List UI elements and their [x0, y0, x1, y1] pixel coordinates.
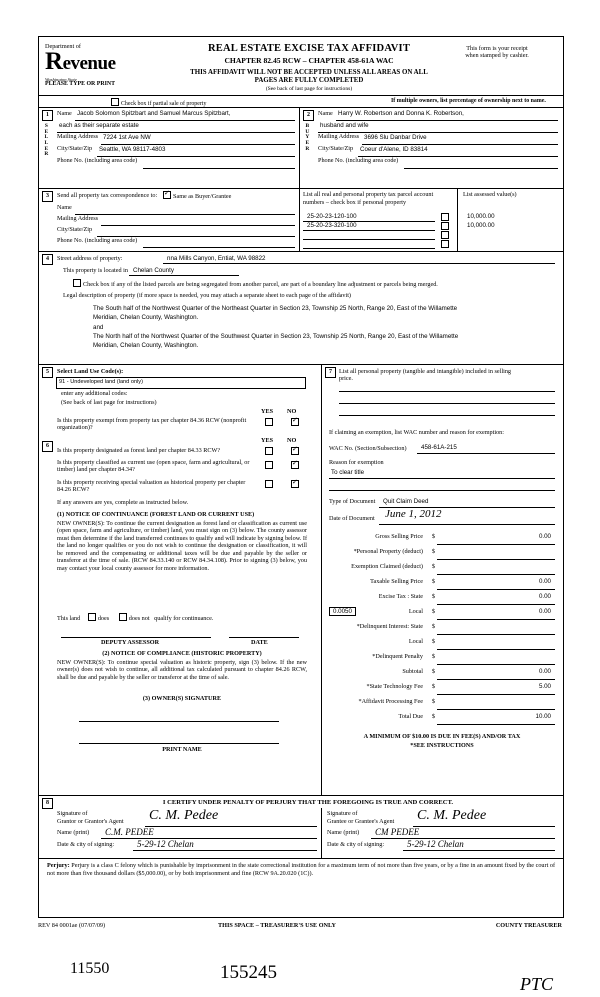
parcel-row-1 — [303, 213, 451, 222]
owner-print-name-rule[interactable] — [79, 743, 279, 744]
grantor-date-city-value[interactable]: 5-29-12 Chelan — [137, 839, 194, 849]
section6-yes-header: YES — [261, 437, 274, 444]
section6-no-header: NO — [287, 437, 297, 444]
current-use-yes-checkbox[interactable] — [265, 461, 273, 469]
revenue-logo — [45, 43, 175, 82]
parcel-personal-checkbox-1[interactable] — [441, 213, 449, 221]
parcel-row-4 — [303, 240, 451, 249]
multiple-owners-note: If multiple owners, list percentage of ownership next to name. — [391, 98, 546, 104]
section3-box-number: 3 — [42, 191, 53, 202]
street-address-rule — [163, 263, 555, 264]
personal-property-deduct-rule — [437, 559, 555, 560]
department-label: Department of — [45, 43, 81, 50]
delinquent-penalty-row — [329, 651, 555, 666]
continuance-qualify-row — [57, 613, 213, 622]
street-address-label: Street address of property: — [57, 255, 123, 262]
receipt-line-2: when stamped by cashier. — [465, 52, 529, 60]
same-as-buyer-label: Same as Buyer/Grantee — [173, 193, 232, 200]
parcel-rule-4 — [303, 248, 435, 249]
parcel-list-header — [303, 191, 453, 207]
reason-rule-2[interactable] — [329, 490, 555, 491]
form-subtitle: CHAPTER 82.45 RCW – CHAPTER 458-61A WAC — [224, 56, 394, 66]
county-treasurer-label: COUNTY TREASURER — [495, 922, 562, 929]
does-qualify-checkbox[interactable] — [88, 613, 96, 621]
exemption-claimed-dollar: $ — [431, 563, 435, 570]
buyer-mailing-label: Mailing Address — [318, 133, 360, 140]
section-567-divider — [321, 365, 322, 795]
section-5-6-7-block — [39, 365, 563, 796]
legal-line-2: Meridian, Chelan County, Washington. — [93, 314, 199, 322]
gross-selling-price-label: Gross Selling Price — [375, 533, 423, 540]
date-of-document-label: Date of Document — [329, 515, 375, 522]
section3-name-label: Name — [57, 204, 72, 211]
reason-for-exemption-label: Reason for exemption — [329, 459, 384, 466]
buyer-phone-rule[interactable] — [404, 168, 558, 169]
section5-no-header: NO — [287, 408, 297, 415]
delinquent-penalty-label: *Delinquent Penalty — [372, 653, 423, 660]
section8-divider — [321, 808, 322, 858]
grantee-date-city-rule — [403, 850, 555, 851]
parcel-rows — [303, 213, 451, 249]
delinquent-interest-state-dollar: $ — [431, 623, 435, 630]
section3-phone-rule[interactable] — [143, 247, 295, 248]
total-due-label: Total Due — [398, 713, 423, 720]
seller-phone-label: Phone No. (including area code) — [57, 157, 138, 164]
perjury-label: Perjury: — [47, 862, 70, 869]
notice-of-continuance-title: (1) NOTICE OF CONTINUANCE (FOREST LAND OR CURRENT USE) — [57, 511, 255, 518]
delinquent-interest-local-row — [329, 636, 555, 651]
taxable-selling-price-value[interactable]: 0.00 — [538, 578, 551, 585]
parcel-number-2[interactable]: 25-20-23-320-100 — [307, 222, 357, 229]
subtotal-dollar: $ — [431, 668, 435, 675]
forest-land-no-checkbox[interactable] — [291, 447, 299, 455]
forest-land-yes-checkbox[interactable] — [265, 447, 273, 455]
total-due-row — [329, 711, 555, 726]
seller-name-row — [57, 110, 295, 121]
section5-see-back: (See back of last page for instructions) — [61, 399, 157, 406]
delinquent-interest-local-rule — [437, 649, 555, 650]
seller-name-label: Name — [57, 110, 72, 117]
state-technology-fee-dollar: $ — [431, 683, 435, 690]
gross-selling-price-value[interactable]: 0.00 — [538, 533, 551, 540]
buyer-citystatezip-row — [318, 145, 558, 157]
notice-of-compliance-title: (2) NOTICE OF COMPLIANCE (HISTORIC PROPERTY) — [102, 650, 262, 657]
buyer-mailing-value[interactable]: 3696 Slu Danbar Drive — [364, 134, 427, 141]
please-type-or-print: PLEASE TYPE OR PRINT — [45, 81, 116, 87]
current-use-no-checkbox[interactable] — [291, 461, 299, 469]
personal-property-intro — [339, 368, 555, 382]
print-name-label: PRINT NAME — [162, 746, 202, 753]
grantor-print-name-rule — [101, 838, 317, 839]
receipt-line-1: This form is your receipt — [466, 45, 528, 52]
taxable-selling-price-rule — [437, 589, 555, 590]
parties-section — [39, 108, 563, 189]
seller-fields — [57, 110, 295, 169]
taxable-selling-price-dollar: $ — [431, 578, 435, 585]
delinquent-interest-state-label: *Delinquent Interest: State — [356, 623, 423, 630]
segregated-group[interactable] — [73, 279, 438, 288]
gross-selling-price-rule — [437, 544, 555, 545]
affidavit-processing-fee-label: *Affidavit Processing Fee — [358, 698, 423, 705]
section-8-certification — [39, 796, 563, 859]
parcel-personal-checkbox-4[interactable] — [441, 240, 449, 248]
buyer-name-value[interactable]: Harry W. Robertson and Donna K. Robertson, — [338, 110, 464, 117]
grantor-print-name-label: Name (print) — [57, 829, 90, 836]
reason-for-exemption-value[interactable]: To clear title — [331, 469, 365, 476]
located-in-label: This property is located in — [63, 267, 128, 274]
section3-phone-row — [57, 237, 295, 248]
land-use-code-title: Select Land Use Code(s): — [57, 368, 124, 375]
grantee-sig-label-1: Signature of — [327, 810, 358, 817]
personal-property-intro-line-2: price. — [339, 375, 353, 383]
date-of-document-value[interactable]: June 1, 2012 — [385, 508, 442, 520]
delinquent-penalty-dollar: $ — [431, 653, 435, 660]
type-of-document-value[interactable]: Quit Claim Deed — [383, 498, 429, 505]
subtotal-label: Subtotal — [402, 668, 423, 675]
parcel-row-3 — [303, 231, 451, 240]
assessed-value-1[interactable]: 10,000.00 — [467, 213, 495, 220]
seller-mailing-row — [57, 133, 295, 145]
buyer-phone-row — [318, 157, 558, 169]
buyer-box-number: 2 — [303, 110, 314, 121]
parcel-personal-checkbox-3[interactable] — [441, 231, 449, 239]
excise-tax-state-value[interactable]: 0.00 — [538, 593, 551, 600]
seller-name-value-2[interactable]: each as their separate estate — [59, 122, 139, 129]
legal-line-5: Meridian, Chelan County, Washington. — [93, 342, 199, 350]
section3-citystatezip-row — [57, 226, 295, 237]
revenue-wordmark — [45, 48, 175, 77]
buyer-citystatezip-label: City/State/Zip — [318, 145, 354, 152]
exempt-question: Is this property exempt from property tax per chapter 84.36 RCW (nonprofit organization)? — [57, 417, 247, 432]
historic-property-question: Is this property receiving special valuation as historical property per chapter 84.26 RCW? — [57, 479, 246, 494]
partial-sale-checkbox[interactable] — [111, 98, 119, 106]
excise-tax-state-rule — [437, 604, 555, 605]
historic-yes-checkbox[interactable] — [265, 480, 273, 488]
located-in-value[interactable]: Chelan County — [133, 267, 174, 274]
notice-of-compliance-body: NEW OWNER(S): To continue special valuation as historic property, sign (3) below. If the new owner(s) does not wish to continue, all additional tax calculated pursuant to chapter 84.26 RCW, shall be due and payable by the seller or transferor at the time of sale. — [57, 659, 307, 681]
state-technology-fee-rule — [437, 694, 555, 695]
deputy-assessor-sig-rule[interactable] — [61, 637, 211, 638]
excise-tax-local-rule — [437, 619, 555, 620]
buyer-citystatezip-value[interactable]: Coeur d'Alene, ID 83814 — [360, 146, 428, 153]
current-use-question: Is this property classified as current use (open space, farm and agricultural, or timber) land per chapter 84.34? — [57, 459, 250, 474]
grantor-print-name-value[interactable]: C.M. PEDEE — [105, 827, 154, 837]
parties-divider — [299, 108, 300, 188]
buyer-name-label: Name — [318, 110, 333, 117]
state-technology-fee-row — [329, 681, 555, 696]
wac-no-rule — [417, 453, 555, 454]
receipt-note — [437, 45, 557, 59]
subtotal-value[interactable]: 0.00 — [538, 668, 551, 675]
tax-calculation-lines — [329, 531, 555, 726]
total-due-rule — [437, 724, 555, 725]
excise-tax-local-label: Local — [408, 608, 423, 615]
deputy-assessor-date-label: DATE — [251, 639, 268, 646]
parcel-header-line-1: List all real and personal property tax parcel account — [303, 191, 434, 198]
land-use-code-input[interactable] — [56, 377, 306, 389]
excise-tax-state-dollar: $ — [431, 593, 435, 600]
perjury-text — [47, 862, 555, 878]
partial-sale-row — [39, 96, 563, 108]
delinquent-interest-local-label: Local — [408, 638, 423, 645]
grantor-signature-value[interactable]: C. M. Pedee — [149, 808, 219, 823]
center-stamp-number: 155245 — [220, 962, 277, 983]
perjury-section — [39, 859, 563, 883]
wac-no-label: WAC No. (Section/Subsection) — [329, 445, 407, 452]
seller-citystatezip-label: City/State/Zip — [57, 145, 93, 152]
personal-property-rule-1[interactable] — [339, 391, 555, 392]
grantor-sig-label-2: Grantor or Grantor's Agent — [57, 818, 124, 825]
total-due-value[interactable]: 10.00 — [535, 713, 551, 720]
segregated-label: Check box if any of the listed parcels are being segregated from another parcel, are part of a boundary line adjustment or parcels being merged. — [83, 281, 438, 288]
section3-citystatezip-label: City/State/Zip — [57, 226, 93, 233]
excise-tax-local-value[interactable]: 0.00 — [538, 608, 551, 615]
grantee-signature-rule — [413, 826, 555, 827]
this-land-label: This land — [57, 615, 81, 622]
buyer-name-row-2 — [318, 121, 558, 133]
excise-tax-state-label: Excise Tax : State — [378, 593, 423, 600]
scanned-form-sheet — [28, 22, 572, 994]
gross-selling-price-row — [329, 531, 555, 546]
seller-phone-rule[interactable] — [143, 168, 295, 169]
section3-divider-2 — [457, 189, 458, 251]
rev-number: REV 84 0001ae (07/07/09) — [38, 922, 106, 929]
form-title-block — [189, 43, 429, 92]
same-as-buyer-group[interactable] — [163, 191, 231, 200]
grantee-print-name-value[interactable]: CM PEDEE — [375, 827, 420, 837]
exemption-claimed-label: Exemption Claimed (deduct) — [351, 563, 423, 570]
buyer-grantee-side-label: B U Y E R — [305, 123, 310, 152]
section4-box-number: 4 — [42, 254, 53, 265]
grantor-signature-rule — [145, 826, 317, 827]
washington-state-label: Washington State — [45, 76, 77, 82]
personal-property-deduct-dollar: $ — [431, 548, 435, 555]
delinquent-interest-local-dollar: $ — [431, 638, 435, 645]
same-as-buyer-checkbox[interactable] — [163, 191, 171, 199]
section-3-tax-correspondence — [39, 189, 563, 252]
affidavit-processing-fee-row — [329, 696, 555, 711]
notice-of-continuance-body: NEW OWNER(S): To continue the current designation as forest land or classification as current use (open space, farm and agriculture, or timber) land, you must sign on (3) below. The county assessor must then determine if the land transferred continues to qualify and will indicate by signing below. If the land no longer qualifies or you do not wish to continue the designation or classification, it will be removed and the compensating or additional taxes will be due and payable by the seller or transferor at the time of sale. (RCW 84.33.140 or RCW 84.34.108). Prior to signing (3) below, you may contact your local county assessor for more information. — [57, 520, 307, 572]
deputy-assessor-label: DEPUTY ASSESSOR — [101, 639, 160, 646]
legal-description-text[interactable] — [93, 304, 553, 350]
personal-property-deduct-label: *Personal Property (deduct) — [353, 548, 423, 555]
wac-no-value[interactable]: 458-61A-215 — [421, 444, 457, 451]
type-of-document-label: Type of Document — [329, 498, 376, 505]
personal-property-rule-3[interactable] — [339, 415, 555, 416]
section3-phone-label: Phone No. (including area code) — [57, 237, 138, 244]
section3-divider-1 — [299, 189, 300, 251]
form-header — [39, 37, 563, 96]
delinquent-interest-state-rule — [437, 634, 555, 635]
grantor-sig-label-1: Signature of — [57, 810, 88, 817]
legal-line-1: The South half of the Northwest Quarter of the Northeast Quarter in Section 23, Township 25 North, Range 20, East of the Willamette — [93, 305, 458, 312]
assessed-value-header: List assessed value(s) — [463, 191, 517, 198]
exemption-claimed-row — [329, 561, 555, 576]
excise-tax-local-row — [329, 606, 555, 621]
real-estate-excise-tax-affidavit — [38, 36, 564, 918]
date-of-document-rule — [379, 524, 555, 525]
affidavit-processing-fee-dollar: $ — [431, 698, 435, 705]
historic-no-checkbox[interactable] — [291, 480, 299, 488]
if-any-yes-note: If any answers are yes, complete as instructed below. — [57, 499, 189, 506]
corner-initials-stamp: PTC — [520, 974, 554, 994]
segregated-checkbox[interactable] — [73, 279, 81, 287]
assessed-row-2 — [463, 222, 555, 231]
exemption-claimed-rule — [437, 574, 555, 575]
subtotal-rule — [437, 679, 555, 680]
buyer-name-row — [318, 110, 558, 121]
seller-citystatezip-row — [57, 145, 295, 157]
grantee-date-city-value[interactable]: 5-29-12 Chelan — [407, 839, 464, 849]
see-instructions-note: *SEE INSTRUCTIONS — [410, 742, 474, 749]
logo-initial: R — [45, 48, 63, 76]
grantee-date-city-label: Date & city of signing: — [327, 841, 385, 848]
partial-sale-checkbox-group[interactable] — [111, 98, 206, 108]
affidavit-processing-fee-rule — [437, 709, 555, 710]
state-technology-fee-label: *State Technology Fee — [366, 683, 423, 690]
grantee-signature-value[interactable]: C. M. Pedee — [417, 808, 487, 823]
partial-sale-label: Check box if partial sale of property — [121, 101, 207, 107]
excise-tax-local-dollar: $ — [431, 608, 435, 615]
section-4-property — [39, 252, 563, 365]
section3-mailing-row — [57, 215, 295, 226]
grantor-date-city-label: Date & city of signing: — [57, 841, 115, 848]
does-not-label: does not — [128, 615, 150, 622]
state-technology-fee-value[interactable]: 5.00 — [538, 683, 551, 690]
delinquent-penalty-rule — [437, 664, 555, 665]
section5-yes-header: YES — [261, 408, 274, 415]
grantee-sig-label-2: Grantee or Grantee's Agent — [327, 818, 395, 825]
parcel-header-line-2: numbers – check box if personal property — [303, 198, 407, 206]
section6-box-number: 6 — [42, 441, 53, 452]
exempt-no-checkbox[interactable] — [291, 418, 299, 426]
excise-tax-state-row — [329, 591, 555, 606]
assessed-values — [463, 213, 555, 249]
assessed-row-1 — [463, 213, 555, 222]
logo-word: evenue — [62, 53, 116, 75]
left-stamp-number: 11550 — [70, 960, 110, 977]
section3-name-row — [57, 204, 295, 215]
personal-property-rule-2[interactable] — [339, 403, 555, 404]
section7-box-number: 7 — [325, 367, 336, 378]
seller-mailing-value[interactable]: 7224 1st Ave NW — [103, 134, 151, 141]
assessed-value-2[interactable]: 10,000.00 — [467, 222, 495, 229]
grantee-print-name-label: Name (print) — [327, 829, 360, 836]
parcel-number-1[interactable]: 25-20-23-120-100 — [307, 213, 357, 220]
owner-signature-rule[interactable] — [79, 721, 279, 722]
buyer-fields — [318, 110, 558, 169]
buyer-phone-label: Phone No. (including area code) — [318, 157, 399, 164]
exempt-yes-checkbox[interactable] — [265, 418, 273, 426]
seller-citystatezip-value[interactable]: Seattle, WA 98117-4803 — [99, 146, 166, 153]
personal-property-intro-line-1: List all personal property (tangible and intangible) included in selling — [339, 368, 512, 375]
section3-mailing-label: Mailing Address — [57, 215, 99, 222]
assessed-row-3 — [463, 231, 555, 240]
taxable-selling-price-row — [329, 576, 555, 591]
perjury-body: Perjury is a class C felony which is punishable by imprisonment in the state correctional institution for a maximum term of not more than five years, or by a fine in an amount fixed by the court of not more than five thousand dollars ($5,000.00), or by both imprisonment and fine (RCW 9A.20.020 (1C)). — [47, 862, 556, 878]
minimum-due-note: A MINIMUM OF $10.00 IS DUE IN FEE(S) AND/OR TAX — [363, 733, 521, 740]
tax-rate-box[interactable]: 0.0050 — [329, 607, 356, 616]
seller-box-number: 1 — [42, 110, 53, 121]
parcel-personal-checkbox-2[interactable] — [441, 222, 449, 230]
section3-instruction: Send all property tax correspondence to: — [57, 192, 158, 199]
personal-property-deduct-row — [329, 546, 555, 561]
gross-selling-price-dollar: $ — [431, 533, 435, 540]
taxable-selling-price-label: Taxable Selling Price — [370, 578, 423, 585]
seller-name-value[interactable]: Jacob Solomon Spitzbart and Samuel Marcus Spitzbart, — [77, 110, 231, 117]
legal-description-label: Legal description of property (if more space is needed, you may attach a separate sheet to each page of the affidavit) — [63, 292, 351, 299]
owners-signature-title: (3) OWNER(S) SIGNATURE — [142, 695, 222, 702]
does-not-qualify-checkbox[interactable] — [119, 613, 127, 621]
legal-line-3: and — [93, 323, 104, 331]
seller-phone-row — [57, 157, 295, 169]
certify-statement: I CERTIFY UNDER PENALTY OF PERJURY THAT THE FOREGOING IS TRUE AND CORRECT. — [162, 799, 454, 806]
qualify-label: qualify for continuance. — [154, 615, 214, 622]
forest-land-question: Is this property designated as forest land per chapter 84.33 RCW? — [57, 447, 221, 454]
buyer-name-value-2[interactable]: husband and wife — [320, 122, 369, 129]
parcel-row-2 — [303, 222, 451, 231]
seller-grantor-side-label: S E L L E R — [44, 123, 49, 158]
seller-mailing-label: Mailing Address — [57, 133, 99, 140]
deputy-assessor-date-rule[interactable] — [229, 637, 299, 638]
assessed-row-4 — [463, 240, 555, 249]
delinquent-interest-state-row — [329, 621, 555, 636]
see-back-note: (See back of last page for instructions) — [265, 85, 353, 92]
section5-box-number: 5 — [42, 367, 53, 378]
buyer-mailing-row — [318, 133, 558, 145]
section8-box-number: 8 — [42, 798, 53, 809]
does-label: does — [97, 615, 110, 622]
land-use-code-value: 91 - Undeveloped land (land only) — [59, 379, 143, 385]
form-title: REAL ESTATE EXCISE TAX AFFIDAVIT — [207, 43, 411, 54]
treasurer-use-only: THIS SPACE – TREASURER'S USE ONLY — [218, 922, 336, 929]
street-address-value[interactable]: nna Mills Canyon, Entiat, WA 98822 — [167, 255, 266, 262]
total-due-dollar: $ — [431, 713, 435, 720]
subtotal-row — [329, 666, 555, 681]
legal-line-4: The North half of the Northwest Quarter of the Southwest Quarter in Section 23, Township 25 North, Range 20, East of the Willamette — [93, 332, 459, 340]
located-in-rule — [129, 275, 239, 276]
section3-fields — [57, 204, 295, 248]
grantor-date-city-rule — [133, 850, 317, 851]
seller-name-row-2 — [57, 121, 295, 133]
reason-rule-1 — [329, 478, 555, 479]
enter-additional-codes-label: enter any additional codes: — [61, 390, 128, 397]
exemption-claim-instruction: If claiming an exemption, list WAC number and reason for exemption: — [329, 429, 504, 436]
form-warning: THIS AFFIDAVIT WILL NOT BE ACCEPTED UNLESS ALL AREAS ON ALL PAGES ARE FULLY COMPLETED — [190, 68, 428, 84]
